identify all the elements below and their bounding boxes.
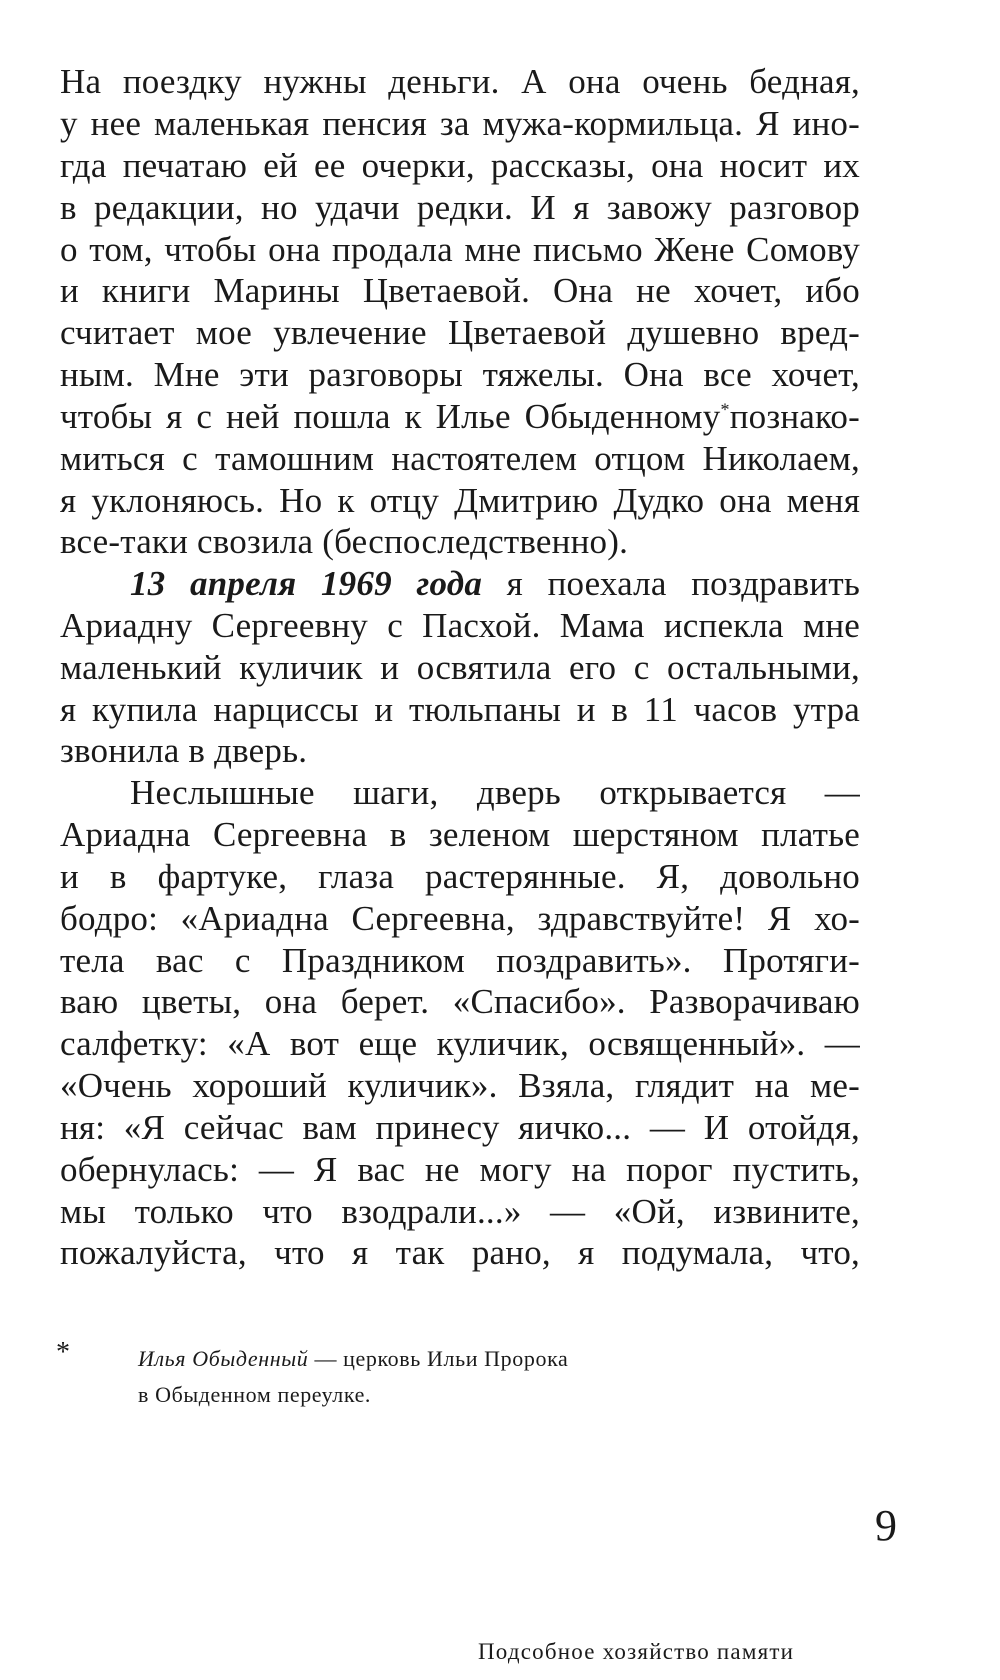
running-footer: Подсобное хозяйство памяти [478, 1639, 795, 1664]
footnote-star: * [56, 1337, 70, 1368]
body-line-25: «Очень хороший куличик». Взяла, глядит на ме- [60, 1066, 860, 1105]
body-line-23: ваю цветы, она берет. «Спасибо». Разворачиваю [60, 982, 860, 1021]
body-line-22: тела вас с Праздником поздравить». Протяги- [60, 941, 860, 980]
body-line-28: мы только что взодрали...» — «Ой, извините, [60, 1192, 860, 1231]
footnote-line-1 [138, 1344, 568, 1374]
body-line-8: ным. Мне эти разговоры тяжелы. Она все хочет, [60, 355, 860, 394]
footnote-term: Илья Обыденный [138, 1346, 309, 1371]
body-line-9-text: чтобы я с ней пошла к Илье Обыденному [60, 397, 721, 436]
body-line-14: Ариадну Сергеевну с Пасхой. Мама испекла мне [60, 606, 860, 645]
body-line-24: салфетку: «А вот еще куличик, освященный». — [60, 1024, 860, 1063]
body-line-18: Неслышные шаги, дверь открывается — [130, 773, 860, 812]
body-line-10: миться с тамошним настоятелем отцом Николаем, [60, 439, 860, 478]
body-line-27: обернулась: — Я вас не могу на порог пустить, [60, 1150, 860, 1189]
footnote-text: — церковь Ильи Пророка [308, 1346, 569, 1371]
body-line-7: считает мое увлечение Цветаевой душевно вред- [60, 313, 860, 352]
body-line-16: я купила нарциссы и тюльпаны и в 11 часов утра [60, 690, 860, 729]
body-line-11: я уклоняюсь. Но к отцу Дмитрию Дудко она меня [60, 481, 860, 520]
footnote-line-2: в Обыденном переулке. [138, 1382, 372, 1407]
body-line-2: у нее маленькая пенсия за мужа-кормильца. Я ино- [60, 104, 860, 143]
body-line-19: Ариадна Сергеевна в зеленом шерстяном платье [60, 815, 860, 854]
page-number: 9 [875, 1501, 897, 1550]
footnote-reference-mark: * [720, 399, 730, 420]
body-line-4: в редакции, но удачи редки. И я завожу разговор [60, 188, 860, 227]
body-line-6: и книги Марины Цветаевой. Она не хочет, ибо [60, 271, 860, 310]
body-line-5: о том, чтобы она продала мне письмо Жене Сомову [60, 230, 860, 269]
body-line-21: бодро: «Ариадна Сергеевна, здравствуйте! Я хо- [60, 899, 860, 938]
date-heading: 13 апреля 1969 года [130, 564, 483, 603]
body-line-9-tail: познако- [729, 397, 860, 436]
body-line-13-text: я поехала поздравить [506, 564, 860, 603]
body-line-3: гда печатаю ей ее очерки, рассказы, она носит их [60, 146, 860, 185]
body-line-17: звонила в дверь. [60, 731, 308, 770]
body-line-12: все-таки свозила (беспоследственно). [60, 522, 629, 561]
body-line-15: маленький куличик и освятила его с остальными, [60, 648, 860, 687]
body-line-9 [60, 397, 860, 437]
body-line-26: ня: «Я сейчас вам принесу яичко... — И отойдя, [60, 1108, 860, 1147]
body-line-29: пожалуйста, что я так рано, я подумала, что, [60, 1233, 860, 1272]
body-line-1: На поездку нужны деньги. А она очень бедная, [60, 62, 860, 101]
body-line-20: и в фартуке, глаза растерянные. Я, довольно [60, 857, 860, 896]
body-line-13 [130, 564, 860, 604]
